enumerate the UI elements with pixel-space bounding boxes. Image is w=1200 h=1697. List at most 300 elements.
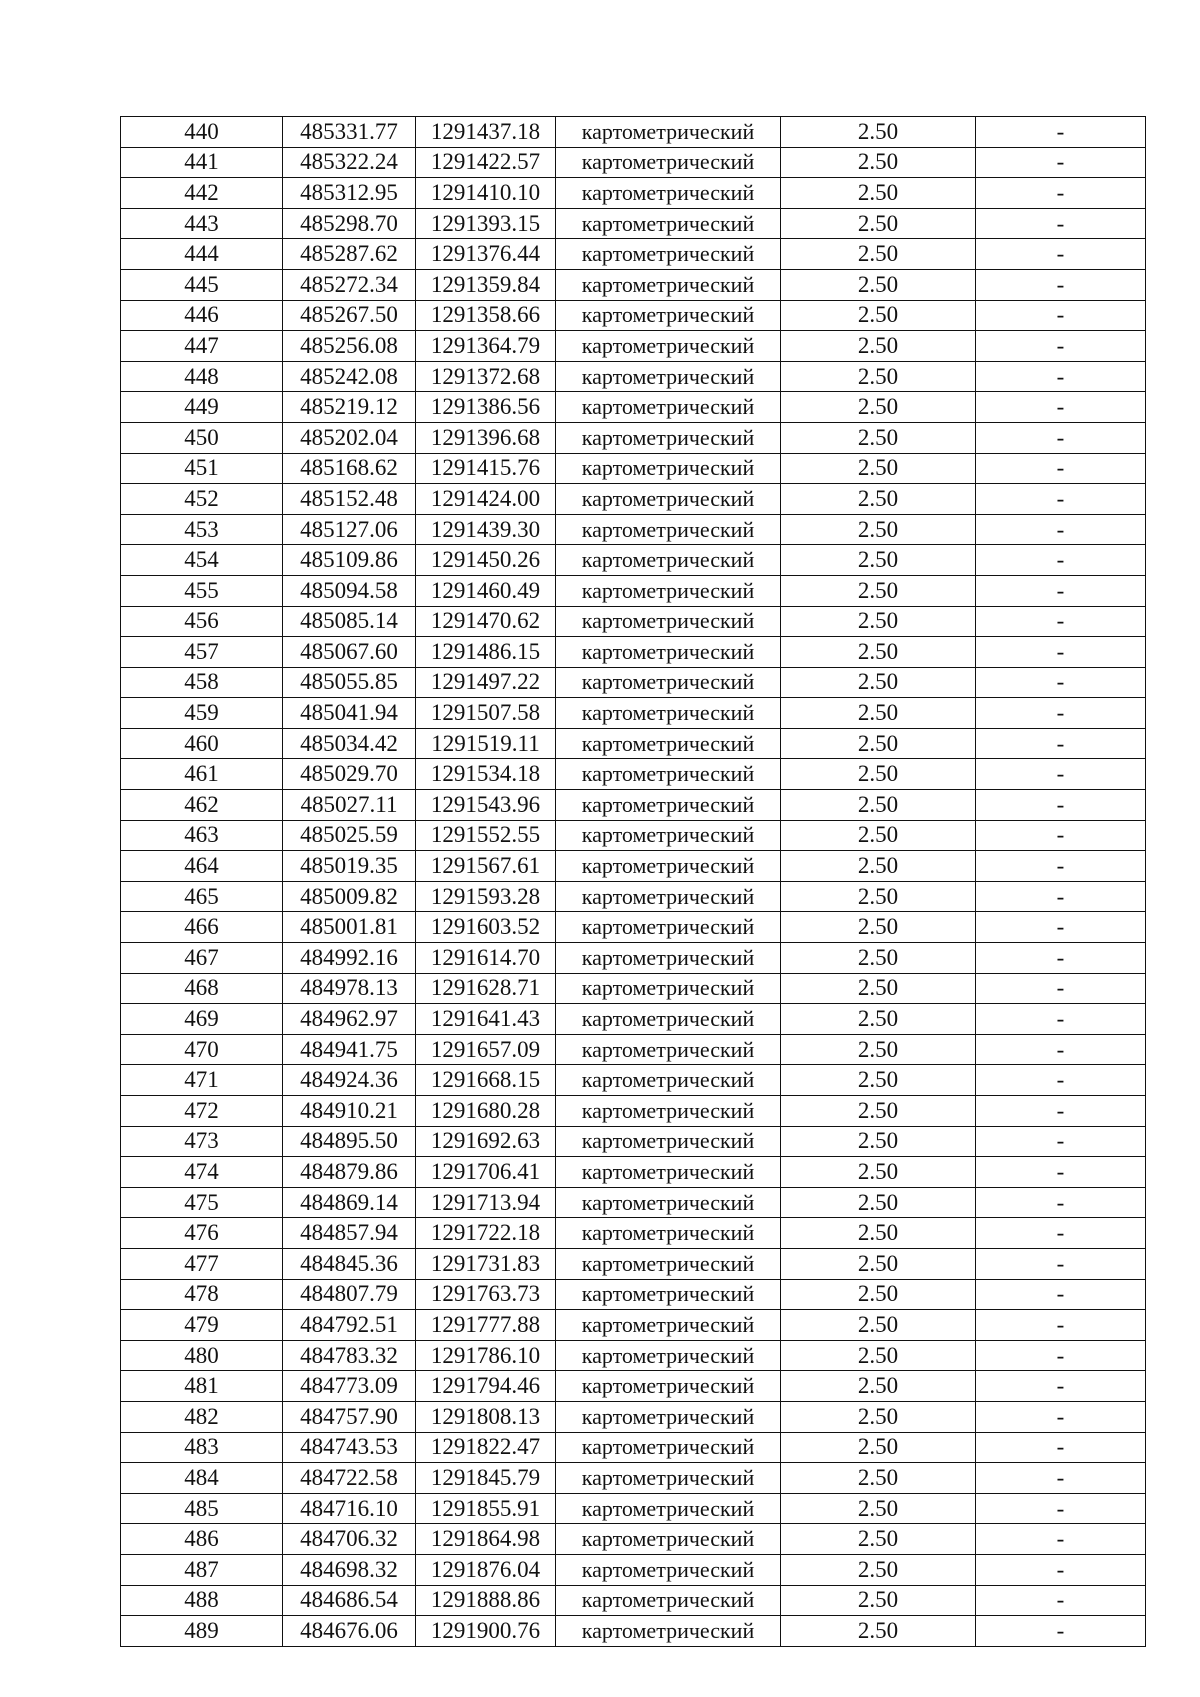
x-coordinate-cell: 485094.58 bbox=[283, 575, 416, 606]
method-cell: картометрический bbox=[556, 208, 781, 239]
note-cell: - bbox=[976, 300, 1146, 331]
table-row bbox=[121, 1279, 1146, 1310]
method-cell: картометрический bbox=[556, 514, 781, 545]
x-coordinate-cell: 484743.53 bbox=[283, 1432, 416, 1463]
x-coordinate-cell: 485027.11 bbox=[283, 790, 416, 821]
table-row bbox=[121, 545, 1146, 576]
x-coordinate-cell: 485034.42 bbox=[283, 728, 416, 759]
note-cell: - bbox=[976, 269, 1146, 300]
y-coordinate-cell: 1291519.11 bbox=[416, 728, 556, 759]
x-coordinate-cell: 484857.94 bbox=[283, 1218, 416, 1249]
accuracy-cell: 2.50 bbox=[781, 1554, 976, 1585]
table-row bbox=[121, 117, 1146, 148]
point-number-cell: 452 bbox=[121, 484, 283, 515]
method-cell: картометрический bbox=[556, 1279, 781, 1310]
note-cell: - bbox=[976, 484, 1146, 515]
y-coordinate-cell: 1291657.09 bbox=[416, 1034, 556, 1065]
table-row bbox=[121, 1157, 1146, 1188]
table-row bbox=[121, 790, 1146, 821]
accuracy-cell: 2.50 bbox=[781, 453, 976, 484]
table-row bbox=[121, 1432, 1146, 1463]
method-cell: картометрический bbox=[556, 1432, 781, 1463]
method-cell: картометрический bbox=[556, 453, 781, 484]
accuracy-cell: 2.50 bbox=[781, 881, 976, 912]
y-coordinate-cell: 1291680.28 bbox=[416, 1096, 556, 1127]
table-row bbox=[121, 973, 1146, 1004]
x-coordinate-cell: 485009.82 bbox=[283, 881, 416, 912]
table-row bbox=[121, 1401, 1146, 1432]
accuracy-cell: 2.50 bbox=[781, 973, 976, 1004]
x-coordinate-cell: 485152.48 bbox=[283, 484, 416, 515]
x-coordinate-cell: 484716.10 bbox=[283, 1493, 416, 1524]
table-row bbox=[121, 759, 1146, 790]
accuracy-cell: 2.50 bbox=[781, 178, 976, 209]
point-number-cell: 440 bbox=[121, 117, 283, 148]
accuracy-cell: 2.50 bbox=[781, 1248, 976, 1279]
x-coordinate-cell: 484792.51 bbox=[283, 1310, 416, 1341]
point-number-cell: 463 bbox=[121, 820, 283, 851]
point-number-cell: 478 bbox=[121, 1279, 283, 1310]
x-coordinate-cell: 484676.06 bbox=[283, 1616, 416, 1647]
point-number-cell: 487 bbox=[121, 1554, 283, 1585]
accuracy-cell: 2.50 bbox=[781, 208, 976, 239]
coordinates-table-body bbox=[121, 117, 1146, 1647]
table-row bbox=[121, 453, 1146, 484]
note-cell: - bbox=[976, 1065, 1146, 1096]
y-coordinate-cell: 1291376.44 bbox=[416, 239, 556, 270]
point-number-cell: 465 bbox=[121, 881, 283, 912]
note-cell: - bbox=[976, 820, 1146, 851]
point-number-cell: 477 bbox=[121, 1248, 283, 1279]
point-number-cell: 479 bbox=[121, 1310, 283, 1341]
x-coordinate-cell: 485019.35 bbox=[283, 851, 416, 882]
y-coordinate-cell: 1291424.00 bbox=[416, 484, 556, 515]
method-cell: картометрический bbox=[556, 178, 781, 209]
y-coordinate-cell: 1291706.41 bbox=[416, 1157, 556, 1188]
point-number-cell: 474 bbox=[121, 1157, 283, 1188]
accuracy-cell: 2.50 bbox=[781, 1432, 976, 1463]
accuracy-cell: 2.50 bbox=[781, 1616, 976, 1647]
accuracy-cell: 2.50 bbox=[781, 117, 976, 148]
point-number-cell: 488 bbox=[121, 1585, 283, 1616]
x-coordinate-cell: 485055.85 bbox=[283, 667, 416, 698]
x-coordinate-cell: 485109.86 bbox=[283, 545, 416, 576]
note-cell: - bbox=[976, 208, 1146, 239]
table-row bbox=[121, 637, 1146, 668]
x-coordinate-cell: 484773.09 bbox=[283, 1371, 416, 1402]
accuracy-cell: 2.50 bbox=[781, 698, 976, 729]
x-coordinate-cell: 484706.32 bbox=[283, 1524, 416, 1555]
accuracy-cell: 2.50 bbox=[781, 1157, 976, 1188]
y-coordinate-cell: 1291822.47 bbox=[416, 1432, 556, 1463]
note-cell: - bbox=[976, 881, 1146, 912]
method-cell: картометрический bbox=[556, 1157, 781, 1188]
accuracy-cell: 2.50 bbox=[781, 637, 976, 668]
note-cell: - bbox=[976, 422, 1146, 453]
point-number-cell: 469 bbox=[121, 1004, 283, 1035]
point-number-cell: 489 bbox=[121, 1616, 283, 1647]
x-coordinate-cell: 485312.95 bbox=[283, 178, 416, 209]
y-coordinate-cell: 1291668.15 bbox=[416, 1065, 556, 1096]
table-row bbox=[121, 728, 1146, 759]
method-cell: картометрический bbox=[556, 912, 781, 943]
point-number-cell: 475 bbox=[121, 1187, 283, 1218]
method-cell: картометрический bbox=[556, 331, 781, 362]
method-cell: картометрический bbox=[556, 1401, 781, 1432]
method-cell: картометрический bbox=[556, 1310, 781, 1341]
y-coordinate-cell: 1291855.91 bbox=[416, 1493, 556, 1524]
x-coordinate-cell: 484869.14 bbox=[283, 1187, 416, 1218]
y-coordinate-cell: 1291876.04 bbox=[416, 1554, 556, 1585]
accuracy-cell: 2.50 bbox=[781, 484, 976, 515]
note-cell: - bbox=[976, 178, 1146, 209]
y-coordinate-cell: 1291845.79 bbox=[416, 1463, 556, 1494]
note-cell: - bbox=[976, 759, 1146, 790]
point-number-cell: 449 bbox=[121, 392, 283, 423]
x-coordinate-cell: 484910.21 bbox=[283, 1096, 416, 1127]
table-row bbox=[121, 422, 1146, 453]
y-coordinate-cell: 1291460.49 bbox=[416, 575, 556, 606]
y-coordinate-cell: 1291614.70 bbox=[416, 943, 556, 974]
method-cell: картометрический bbox=[556, 1616, 781, 1647]
point-number-cell: 482 bbox=[121, 1401, 283, 1432]
note-cell: - bbox=[976, 514, 1146, 545]
note-cell: - bbox=[976, 1187, 1146, 1218]
y-coordinate-cell: 1291552.55 bbox=[416, 820, 556, 851]
point-number-cell: 462 bbox=[121, 790, 283, 821]
x-coordinate-cell: 484783.32 bbox=[283, 1340, 416, 1371]
point-number-cell: 459 bbox=[121, 698, 283, 729]
accuracy-cell: 2.50 bbox=[781, 728, 976, 759]
note-cell: - bbox=[976, 1371, 1146, 1402]
accuracy-cell: 2.50 bbox=[781, 1187, 976, 1218]
note-cell: - bbox=[976, 1432, 1146, 1463]
method-cell: картометрический bbox=[556, 484, 781, 515]
table-row bbox=[121, 361, 1146, 392]
x-coordinate-cell: 484978.13 bbox=[283, 973, 416, 1004]
y-coordinate-cell: 1291386.56 bbox=[416, 392, 556, 423]
note-cell: - bbox=[976, 1554, 1146, 1585]
method-cell: картометрический bbox=[556, 1126, 781, 1157]
x-coordinate-cell: 485322.24 bbox=[283, 147, 416, 178]
point-number-cell: 486 bbox=[121, 1524, 283, 1555]
note-cell: - bbox=[976, 1034, 1146, 1065]
x-coordinate-cell: 485331.77 bbox=[283, 117, 416, 148]
accuracy-cell: 2.50 bbox=[781, 606, 976, 637]
accuracy-cell: 2.50 bbox=[781, 269, 976, 300]
method-cell: картометрический bbox=[556, 422, 781, 453]
table-row bbox=[121, 208, 1146, 239]
accuracy-cell: 2.50 bbox=[781, 1218, 976, 1249]
note-cell: - bbox=[976, 1157, 1146, 1188]
method-cell: картометрический bbox=[556, 300, 781, 331]
accuracy-cell: 2.50 bbox=[781, 1004, 976, 1035]
accuracy-cell: 2.50 bbox=[781, 912, 976, 943]
note-cell: - bbox=[976, 637, 1146, 668]
method-cell: картометрический bbox=[556, 361, 781, 392]
accuracy-cell: 2.50 bbox=[781, 1585, 976, 1616]
point-number-cell: 476 bbox=[121, 1218, 283, 1249]
note-cell: - bbox=[976, 239, 1146, 270]
note-cell: - bbox=[976, 728, 1146, 759]
x-coordinate-cell: 485219.12 bbox=[283, 392, 416, 423]
method-cell: картометрический bbox=[556, 851, 781, 882]
accuracy-cell: 2.50 bbox=[781, 1524, 976, 1555]
table-row bbox=[121, 514, 1146, 545]
x-coordinate-cell: 485256.08 bbox=[283, 331, 416, 362]
x-coordinate-cell: 485025.59 bbox=[283, 820, 416, 851]
note-cell: - bbox=[976, 1218, 1146, 1249]
note-cell: - bbox=[976, 1340, 1146, 1371]
table-row bbox=[121, 943, 1146, 974]
accuracy-cell: 2.50 bbox=[781, 331, 976, 362]
point-number-cell: 472 bbox=[121, 1096, 283, 1127]
note-cell: - bbox=[976, 1096, 1146, 1127]
point-number-cell: 457 bbox=[121, 637, 283, 668]
table-row bbox=[121, 147, 1146, 178]
note-cell: - bbox=[976, 1401, 1146, 1432]
y-coordinate-cell: 1291731.83 bbox=[416, 1248, 556, 1279]
table-row bbox=[121, 1616, 1146, 1647]
y-coordinate-cell: 1291692.63 bbox=[416, 1126, 556, 1157]
x-coordinate-cell: 484757.90 bbox=[283, 1401, 416, 1432]
accuracy-cell: 2.50 bbox=[781, 790, 976, 821]
table-row bbox=[121, 1065, 1146, 1096]
y-coordinate-cell: 1291358.66 bbox=[416, 300, 556, 331]
point-number-cell: 461 bbox=[121, 759, 283, 790]
note-cell: - bbox=[976, 698, 1146, 729]
method-cell: картометрический bbox=[556, 1340, 781, 1371]
note-cell: - bbox=[976, 1126, 1146, 1157]
y-coordinate-cell: 1291786.10 bbox=[416, 1340, 556, 1371]
note-cell: - bbox=[976, 147, 1146, 178]
table-row bbox=[121, 1126, 1146, 1157]
point-number-cell: 473 bbox=[121, 1126, 283, 1157]
method-cell: картометрический bbox=[556, 1371, 781, 1402]
method-cell: картометрический bbox=[556, 667, 781, 698]
note-cell: - bbox=[976, 606, 1146, 637]
method-cell: картометрический bbox=[556, 881, 781, 912]
coordinates-table bbox=[120, 116, 1146, 1647]
point-number-cell: 441 bbox=[121, 147, 283, 178]
point-number-cell: 450 bbox=[121, 422, 283, 453]
note-cell: - bbox=[976, 1493, 1146, 1524]
table-row bbox=[121, 1310, 1146, 1341]
point-number-cell: 454 bbox=[121, 545, 283, 576]
point-number-cell: 471 bbox=[121, 1065, 283, 1096]
point-number-cell: 460 bbox=[121, 728, 283, 759]
point-number-cell: 464 bbox=[121, 851, 283, 882]
table-row bbox=[121, 331, 1146, 362]
table-row bbox=[121, 575, 1146, 606]
note-cell: - bbox=[976, 851, 1146, 882]
accuracy-cell: 2.50 bbox=[781, 1463, 976, 1494]
note-cell: - bbox=[976, 1585, 1146, 1616]
note-cell: - bbox=[976, 943, 1146, 974]
table-row bbox=[121, 269, 1146, 300]
table-row bbox=[121, 698, 1146, 729]
y-coordinate-cell: 1291415.76 bbox=[416, 453, 556, 484]
y-coordinate-cell: 1291593.28 bbox=[416, 881, 556, 912]
point-number-cell: 448 bbox=[121, 361, 283, 392]
y-coordinate-cell: 1291507.58 bbox=[416, 698, 556, 729]
x-coordinate-cell: 484992.16 bbox=[283, 943, 416, 974]
note-cell: - bbox=[976, 117, 1146, 148]
note-cell: - bbox=[976, 361, 1146, 392]
y-coordinate-cell: 1291603.52 bbox=[416, 912, 556, 943]
x-coordinate-cell: 485272.34 bbox=[283, 269, 416, 300]
x-coordinate-cell: 484962.97 bbox=[283, 1004, 416, 1035]
point-number-cell: 455 bbox=[121, 575, 283, 606]
note-cell: - bbox=[976, 1616, 1146, 1647]
table-row bbox=[121, 484, 1146, 515]
y-coordinate-cell: 1291450.26 bbox=[416, 545, 556, 576]
y-coordinate-cell: 1291393.15 bbox=[416, 208, 556, 239]
accuracy-cell: 2.50 bbox=[781, 1310, 976, 1341]
table-row bbox=[121, 606, 1146, 637]
accuracy-cell: 2.50 bbox=[781, 1493, 976, 1524]
accuracy-cell: 2.50 bbox=[781, 575, 976, 606]
note-cell: - bbox=[976, 1004, 1146, 1035]
method-cell: картометрический bbox=[556, 790, 781, 821]
point-number-cell: 467 bbox=[121, 943, 283, 974]
method-cell: картометрический bbox=[556, 1096, 781, 1127]
x-coordinate-cell: 484924.36 bbox=[283, 1065, 416, 1096]
point-number-cell: 484 bbox=[121, 1463, 283, 1494]
point-number-cell: 451 bbox=[121, 453, 283, 484]
point-number-cell: 445 bbox=[121, 269, 283, 300]
accuracy-cell: 2.50 bbox=[781, 147, 976, 178]
point-number-cell: 485 bbox=[121, 1493, 283, 1524]
y-coordinate-cell: 1291543.96 bbox=[416, 790, 556, 821]
method-cell: картометрический bbox=[556, 1218, 781, 1249]
table-row bbox=[121, 178, 1146, 209]
accuracy-cell: 2.50 bbox=[781, 422, 976, 453]
x-coordinate-cell: 484895.50 bbox=[283, 1126, 416, 1157]
method-cell: картометрический bbox=[556, 1493, 781, 1524]
table-row bbox=[121, 1248, 1146, 1279]
note-cell: - bbox=[976, 545, 1146, 576]
y-coordinate-cell: 1291486.15 bbox=[416, 637, 556, 668]
accuracy-cell: 2.50 bbox=[781, 1126, 976, 1157]
method-cell: картометрический bbox=[556, 1065, 781, 1096]
x-coordinate-cell: 485168.62 bbox=[283, 453, 416, 484]
method-cell: картометрический bbox=[556, 637, 781, 668]
point-number-cell: 446 bbox=[121, 300, 283, 331]
table-row bbox=[121, 1340, 1146, 1371]
note-cell: - bbox=[976, 453, 1146, 484]
note-cell: - bbox=[976, 667, 1146, 698]
table-row bbox=[121, 667, 1146, 698]
accuracy-cell: 2.50 bbox=[781, 1340, 976, 1371]
point-number-cell: 483 bbox=[121, 1432, 283, 1463]
table-row bbox=[121, 239, 1146, 270]
accuracy-cell: 2.50 bbox=[781, 1401, 976, 1432]
y-coordinate-cell: 1291808.13 bbox=[416, 1401, 556, 1432]
point-number-cell: 480 bbox=[121, 1340, 283, 1371]
accuracy-cell: 2.50 bbox=[781, 361, 976, 392]
table-row bbox=[121, 1554, 1146, 1585]
x-coordinate-cell: 485029.70 bbox=[283, 759, 416, 790]
table-row bbox=[121, 1585, 1146, 1616]
y-coordinate-cell: 1291864.98 bbox=[416, 1524, 556, 1555]
x-coordinate-cell: 484807.79 bbox=[283, 1279, 416, 1310]
accuracy-cell: 2.50 bbox=[781, 300, 976, 331]
method-cell: картометрический bbox=[556, 973, 781, 1004]
method-cell: картометрический bbox=[556, 239, 781, 270]
table-row bbox=[121, 1096, 1146, 1127]
y-coordinate-cell: 1291888.86 bbox=[416, 1585, 556, 1616]
table-row bbox=[121, 392, 1146, 423]
note-cell: - bbox=[976, 575, 1146, 606]
accuracy-cell: 2.50 bbox=[781, 392, 976, 423]
accuracy-cell: 2.50 bbox=[781, 851, 976, 882]
table-row bbox=[121, 851, 1146, 882]
x-coordinate-cell: 485298.70 bbox=[283, 208, 416, 239]
x-coordinate-cell: 485085.14 bbox=[283, 606, 416, 637]
y-coordinate-cell: 1291641.43 bbox=[416, 1004, 556, 1035]
y-coordinate-cell: 1291763.73 bbox=[416, 1279, 556, 1310]
method-cell: картометрический bbox=[556, 759, 781, 790]
point-number-cell: 447 bbox=[121, 331, 283, 362]
y-coordinate-cell: 1291534.18 bbox=[416, 759, 556, 790]
x-coordinate-cell: 484722.58 bbox=[283, 1463, 416, 1494]
accuracy-cell: 2.50 bbox=[781, 1279, 976, 1310]
y-coordinate-cell: 1291470.62 bbox=[416, 606, 556, 637]
method-cell: картометрический bbox=[556, 606, 781, 637]
table-row bbox=[121, 1004, 1146, 1035]
table-row bbox=[121, 1493, 1146, 1524]
x-coordinate-cell: 485267.50 bbox=[283, 300, 416, 331]
accuracy-cell: 2.50 bbox=[781, 1096, 976, 1127]
y-coordinate-cell: 1291497.22 bbox=[416, 667, 556, 698]
x-coordinate-cell: 484686.54 bbox=[283, 1585, 416, 1616]
x-coordinate-cell: 485242.08 bbox=[283, 361, 416, 392]
accuracy-cell: 2.50 bbox=[781, 514, 976, 545]
method-cell: картометрический bbox=[556, 269, 781, 300]
y-coordinate-cell: 1291777.88 bbox=[416, 1310, 556, 1341]
point-number-cell: 468 bbox=[121, 973, 283, 1004]
y-coordinate-cell: 1291372.68 bbox=[416, 361, 556, 392]
y-coordinate-cell: 1291439.30 bbox=[416, 514, 556, 545]
x-coordinate-cell: 485001.81 bbox=[283, 912, 416, 943]
method-cell: картометрический bbox=[556, 545, 781, 576]
note-cell: - bbox=[976, 1310, 1146, 1341]
y-coordinate-cell: 1291794.46 bbox=[416, 1371, 556, 1402]
note-cell: - bbox=[976, 790, 1146, 821]
method-cell: картометрический bbox=[556, 1004, 781, 1035]
method-cell: картометрический bbox=[556, 698, 781, 729]
table-row bbox=[121, 1034, 1146, 1065]
table-row bbox=[121, 881, 1146, 912]
point-number-cell: 470 bbox=[121, 1034, 283, 1065]
note-cell: - bbox=[976, 331, 1146, 362]
method-cell: картометрический bbox=[556, 1034, 781, 1065]
accuracy-cell: 2.50 bbox=[781, 1034, 976, 1065]
x-coordinate-cell: 485067.60 bbox=[283, 637, 416, 668]
note-cell: - bbox=[976, 392, 1146, 423]
y-coordinate-cell: 1291900.76 bbox=[416, 1616, 556, 1647]
method-cell: картометрический bbox=[556, 1585, 781, 1616]
x-coordinate-cell: 485287.62 bbox=[283, 239, 416, 270]
point-number-cell: 443 bbox=[121, 208, 283, 239]
point-number-cell: 481 bbox=[121, 1371, 283, 1402]
y-coordinate-cell: 1291364.79 bbox=[416, 331, 556, 362]
accuracy-cell: 2.50 bbox=[781, 943, 976, 974]
accuracy-cell: 2.50 bbox=[781, 545, 976, 576]
accuracy-cell: 2.50 bbox=[781, 820, 976, 851]
note-cell: - bbox=[976, 973, 1146, 1004]
